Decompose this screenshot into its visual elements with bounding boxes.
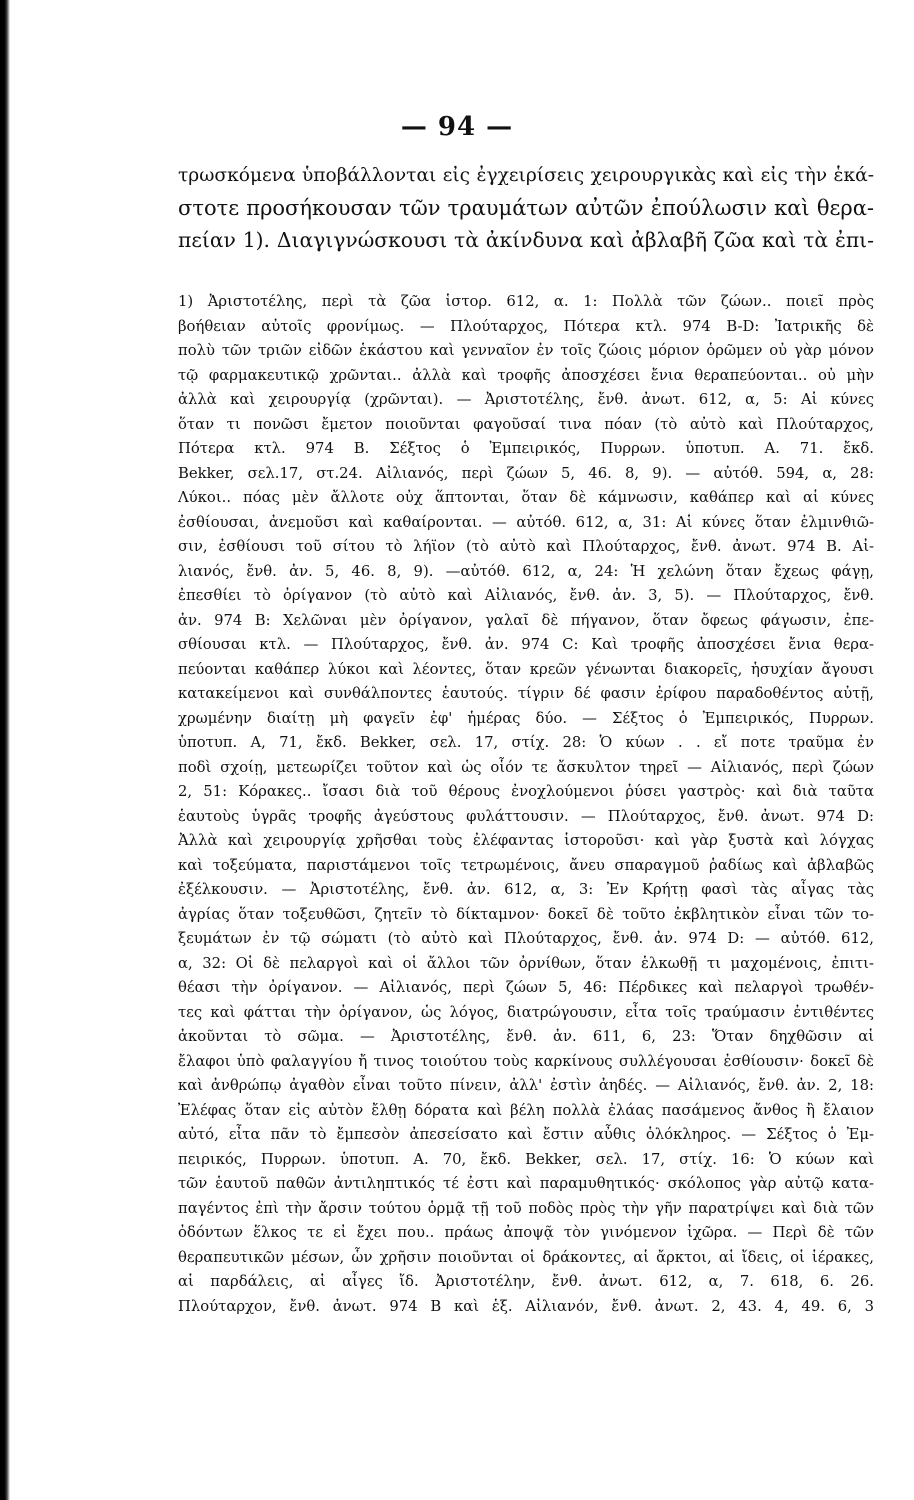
footnote-line: αἱ παρδάλεις, αἱ αἶγες ἴδ. Ἀριστοτέλην, ἔνθ. ἀνωτ. 612, α, 7. 618, 6. 26. — [178, 1273, 874, 1290]
footnote-line: ἔλαφοι ὑπὸ φαλαγγίου ἤ τινος τοιούτου τοὺς καρκίνους συλλέγουσαι ἐσθίουσιν· δοκεῖ δὲ — [178, 1052, 874, 1070]
footnote-line: ποδὶ σχοίῃ, μετεωρίζει τοῦτον καὶ ὡς οἷόν τε ἄσκυλτον τηρεῖ — Αἰλιανός, περὶ ζώων — [178, 758, 874, 776]
scan-edge-shadow — [0, 0, 10, 1500]
footnote-line: Bekker, σελ.17, στ.24. Αἰλιανός, περὶ ζώων 5, 46. 8, 9). — αὐτόθ. 594, α, 28: — [178, 464, 874, 482]
footnote-line: ὀδόντων ἕλκος τε εἰ ἔχει που.. πράως ἀποψᾷ τὸν γινόμενον ἰχῶρα. — Περὶ δὲ τῶν — [178, 1224, 874, 1241]
footnote-line: ὑποτυπ. Α, 71, ἔκδ. Bekker, σελ. 17, στίχ. 28: Ὁ κύων . . εἴ ποτε τραῦμα ἐν — [178, 734, 874, 751]
footnote-line: καὶ ἀνθρώπῳ ἀγαθὸν εἶναι τοῦτο πίνειν, ἀλλ' ἐστὶν ἀηδές. — Αἰλιανός, ἔνθ. ἀν. 2, 18: — [178, 1077, 874, 1094]
footnote-line: πολὺ τῶν τριῶν εἰδῶν ἑκάστου καὶ γενναῖον ἐν τοῖς ζώοις μόριον ὁρῶμεν οὐ γὰρ μόνον — [178, 342, 874, 359]
footnote-line: ἐπεσθίει τὸ ὀρίγανον (τὸ αὐτὸ καὶ Αἰλιανός, ἔνθ. ἀν. 3, 5). — Πλούταρχος, ἔνθ. — [178, 587, 874, 604]
footnote-line: ἐξέλκουσιν. — Ἀριστοτέλης, ἔνθ. ἀν. 612, α, 3: Ἐν Κρήτῃ φασὶ τὰς αἶγας τὰς — [178, 881, 874, 898]
footnote-line: πεύονται καθάπερ λύκοι καὶ λέοντες, ὅταν κρεῶν γένωνται διακορεῖς, ἡσυχίαν ἄγουσι — [178, 660, 874, 678]
footnote-line: σιν, ἐσθίουσι τοῦ σίτου τὸ λήϊον (τὸ αὐτὸ καὶ Πλούταρχος, ἔνθ. ἀνωτ. 974 B. Αἰ- — [178, 538, 874, 555]
main-text-line: πείαν 1). Διαγιγνώσκουσι τὰ ἀκίνδυνα καὶ ἀβλαβῆ ζῶα καὶ τὰ ἐπι- — [178, 228, 874, 252]
footnote-line: παγέντος ἐπὶ τὴν ἄρσιν τούτου ὁρμᾷ τῇ τοῦ ποδὸς πρὸς τὴν γῆν παρατρίψει καὶ διὰ τῶν — [178, 1199, 874, 1217]
footnote-line: Πότερα κτλ. 974 B. Σέξτος ὁ Ἐμπειρικός, Πυρρων. ὑποτυπ. Α. 71. ἔκδ. — [178, 440, 874, 457]
footnote-line: τες καὶ φάτται τὴν ὀρίγανον, ὡς λόγος, διατρώγουσιν, εἶτα τοῖς τραύμασιν ἐντιθέντες — [178, 1003, 874, 1021]
footnote-line: τῶν ἑαυτοῦ παθῶν ἀντιληπτικός τέ ἐστι καὶ παραμυθητικός· σκόλοπος γὰρ αὐτῷ κατα- — [178, 1175, 874, 1192]
footnote-line: πειρικός, Πυρρων. ὑποτυπ. Α. 70, ἔκδ. Bekker, σελ. 17, στίχ. 16: Ὁ κύων καὶ — [178, 1150, 874, 1168]
main-text-line: τρωσκόμενα ὑποβάλλονται εἰς ἐγχειρίσεις χειρουργικὰς καὶ εἰς τὴν ἑκά- — [178, 165, 874, 186]
main-text-line: στοτε προσήκουσαν τῶν τραυμάτων αὐτῶν ἐπούλωσιν καὶ θερα- — [178, 196, 874, 220]
footnote-line: Πλούταρχον, ἔνθ. ἀνωτ. 974 B καὶ ἑξ. Αἰλιανόν, ἔνθ. ἀνωτ. 2, 43. 4, 49. 6, 3 — [178, 1297, 874, 1315]
footnote-line: Λύκοι.. πόας μὲν ἄλλοτε οὐχ ἅπτονται, ὅταν δὲ κάμνωσιν, καθάπερ καὶ αἱ κύνες — [178, 489, 874, 506]
page-number: — 94 — — [400, 112, 514, 142]
footnote-line: 1) Ἀριστοτέλης, περὶ τὰ ζῶα ἱστορ. 612, α. 1: Πολλὰ τῶν ζώων.. ποιεῖ πρὸς — [178, 293, 874, 310]
footnote-line: 2, 51: Κόρακες.. ἴσασι διὰ τοῦ θέρους ἐνοχλούμενοι ῥύσει γαστρὸς· καὶ διὰ ταῦτα — [178, 783, 874, 800]
footnote-line: α, 32: Οἱ δὲ πελαργοὶ καὶ οἱ ἄλλοι τῶν ὀρνίθων, ὅταν ἑλκωθῇ τι μαχομένοις, ἐπιτι- — [178, 954, 874, 972]
footnote-line: ἐσθίουσαι, ἀνεμοῦσι καὶ καθαίρονται. — αὐτόθ. 612, α, 31: Αἱ κύνες ὅταν ἑλμινθιῶ- — [178, 513, 874, 531]
footnote-line: ἀλλὰ καὶ χειρουργίᾳ (χρῶνται). — Ἀριστοτέλης, ἔνθ. ἀνωτ. 612, α, 5: Αἱ κύνες — [178, 391, 874, 408]
footnote-line: θέασι τὴν ὀρίγανον. — Αἰλιανός, περὶ ζώων 5, 46: Πέρδικες καὶ πελαργοὶ τρωθέν- — [178, 979, 874, 996]
footnote-line: ἀκοῦνται τὸ σῶμα. — Ἀριστοτέλης, ἔνθ. ἀν. 611, 6, 23: Ὅταν δηχθῶσιν αἱ — [178, 1028, 874, 1045]
footnote-line: Ἐλέφας ὅταν εἰς αὐτὸν ἔλθῃ δόρατα καὶ βέλη πολλὰ ἐλάας πασάμενος ἄνθος ἢ ἔλαιον — [178, 1101, 874, 1119]
footnote-line: λιανός, ἔνθ. ἀν. 5, 46. 8, 9). —αὐτόθ. 612, α, 24: Ἡ χελώνη ὅταν ἔχεως φάγῃ, — [178, 562, 874, 580]
footnote-line: ὅταν τι πονῶσι ἔμετον ποιοῦνται φαγοῦσαί τινα πόαν (τὸ αὐτὸ καὶ Πλούταρχος, — [178, 415, 874, 433]
footnote-line: αὐτό, εἶτα πᾶν τὸ ἔμπεσὸν ἀπεσείσατο καὶ ἔστιν αὖθις ὁλόκληρος. — Σέξτος ὁ Ἐμ- — [178, 1126, 874, 1143]
main-text-block — [178, 160, 874, 256]
footnote-line: χρωμένην διαίτῃ μὴ φαγεῖν ἐφ' ἡμέρας δύο. — Σέξτος ὁ Ἐμπειρικός, Πυρρων. — [178, 709, 874, 727]
footnote-line: ἀγρίας ὅταν τοξευθῶσι, ζητεῖν τὸ δίκταμνον· δοκεῖ δὲ τοῦτο ἐκβλητικὸν εἶναι τῶν το- — [178, 905, 874, 923]
footnote-line: κατακείμενοι καὶ συνθάλποντες ἑαυτούς. τίγριν δέ φασιν ἐρίφου παραδοθέντος αὐτῇ, — [178, 685, 874, 702]
footnote-line: τῷ φαρμακευτικῷ χρῶνται.. ἀλλὰ καὶ τροφῆς ἀποσχέσει ἔνια θεραπεύονται.. οὐ μὴν — [178, 366, 874, 384]
footnote-line: θεραπευτικῶν μέσων, ὧν χρῆσιν ποιοῦνται οἱ δράκοντες, αἱ ἄρκτοι, αἱ ἴδεις, οἱ ἱέρακες, — [178, 1248, 874, 1266]
footnote-line: καὶ τοξεύματα, παριστάμενοι τοῖς τετρωμένοις, ἄνευ σπαραγμοῦ ῥαδίως καὶ ἀβλαβῶς — [178, 856, 874, 874]
footnote-line: ξευμάτων ἐν τῷ σώματι (τὸ αὐτὸ καὶ Πλούταρχος, ἔνθ. ἀν. 974 D: — αὐτόθ. 612, — [178, 930, 874, 947]
footnote-line: ἀν. 974 B: Χελῶναι μὲν ὀρίγανον, γαλαῖ δὲ πήγανον, ὅταν ὄφεως φάγωσιν, ἐπε- — [178, 611, 874, 629]
footnote-line: σθίουσαι κτλ. — Πλούταρχος, ἔνθ. ἀν. 974 C: Καὶ τροφῆς ἀποσχέσει ἔνια θερα- — [178, 636, 874, 653]
footnote-line: ἑαυτοὺς ὑγρᾶς τροφῆς ἀγεύστους φυλάττουσιν. — Πλούταρχος, ἔνθ. ἀνωτ. 974 D: — [178, 807, 874, 825]
footnote-line: Ἀλλὰ καὶ χειρουργίᾳ χρῆσθαι τοὺς ἐλέφαντας ἱστοροῦσι· καὶ γὰρ ξυστὰ καὶ λόγχας — [178, 832, 874, 849]
footnote-line: βοήθειαν αὐτοῖς φρονίμως. — Πλούταρχος, Πότερα κτλ. 974 B-D: Ἰατρικῆς δὲ — [178, 317, 874, 335]
footnote-block — [178, 290, 874, 1319]
